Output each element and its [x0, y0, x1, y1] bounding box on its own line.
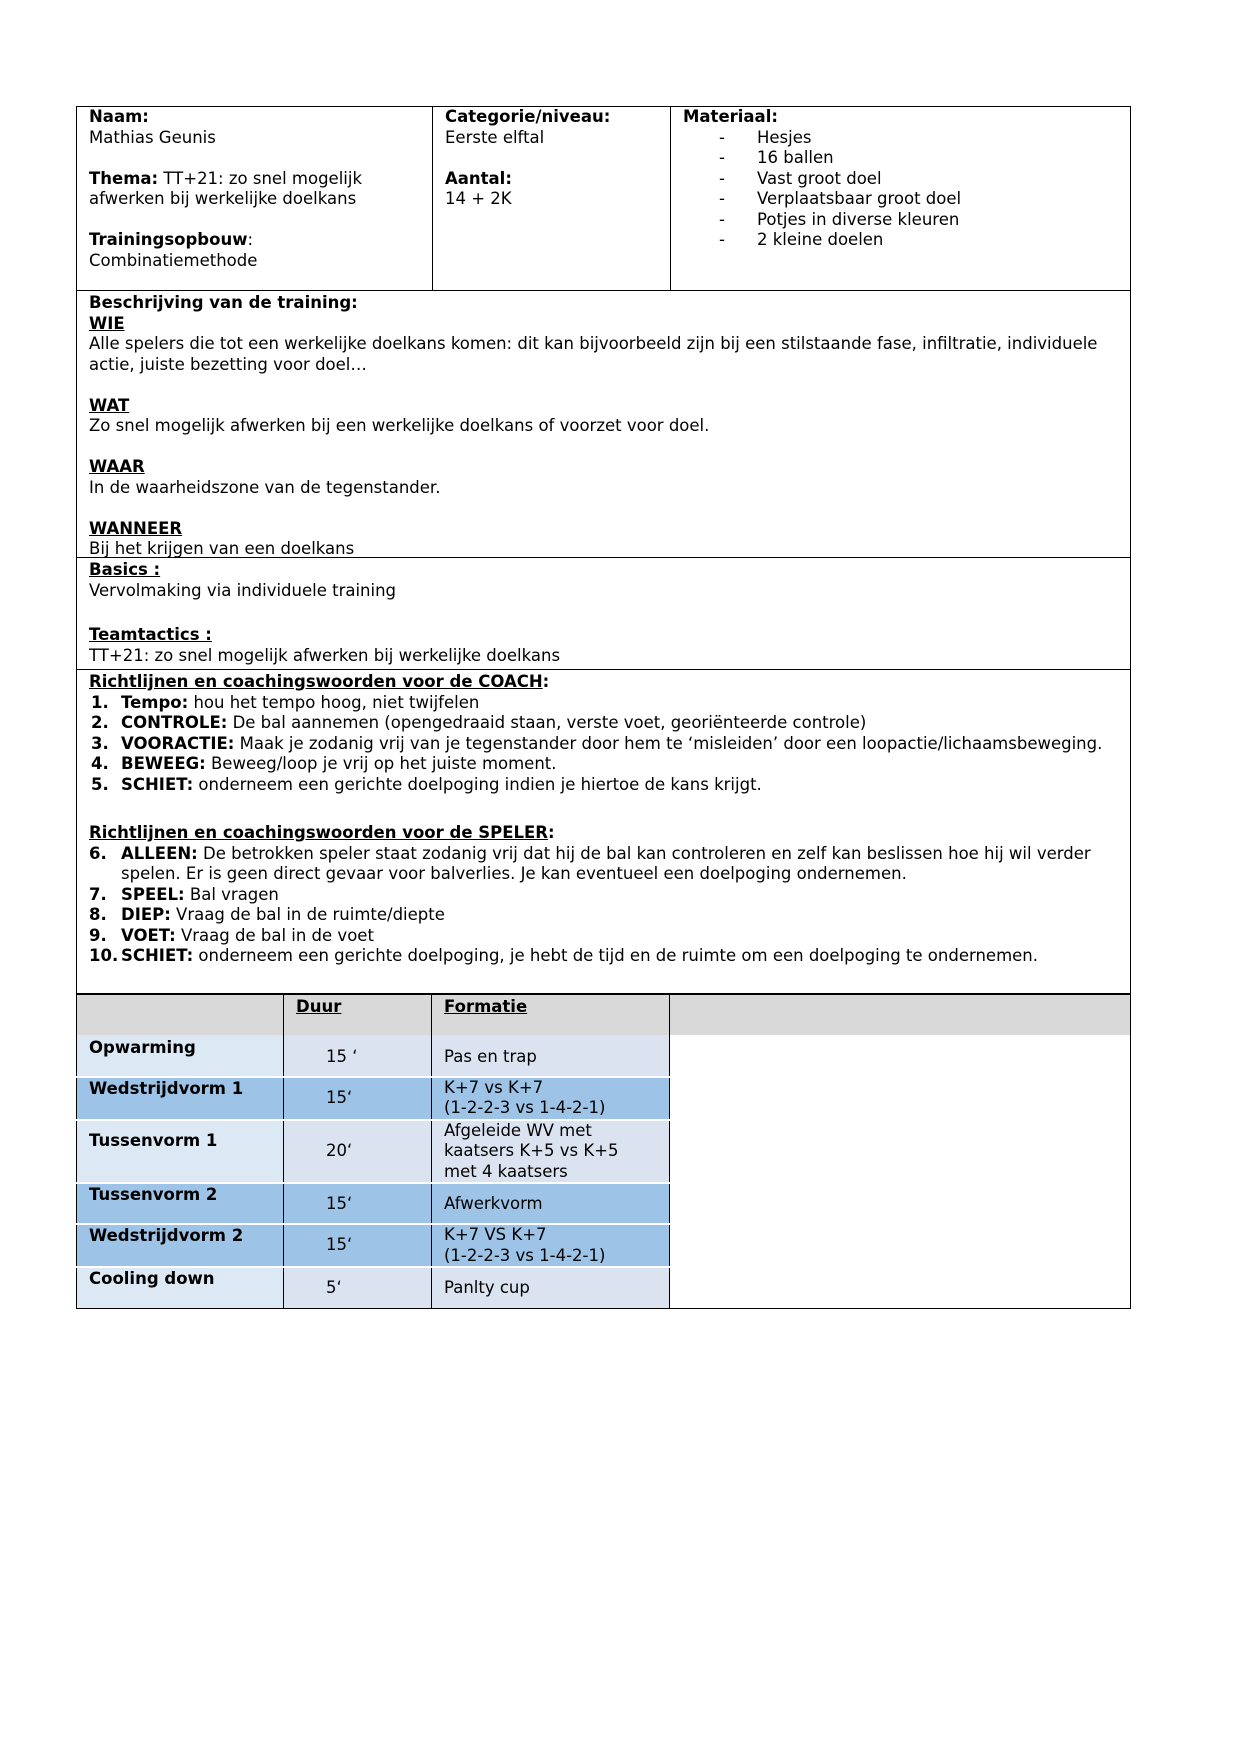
- info-column-name: [77, 107, 433, 290]
- row-formatie: Afwerkvorm: [432, 1183, 670, 1224]
- item-text: Vraag de bal in de voet: [175, 925, 374, 945]
- basics-section: [76, 558, 1131, 670]
- duur-header: Duur: [296, 997, 342, 1016]
- speler-title: [89, 823, 1118, 844]
- row-name: Wedstrijdvorm 1: [77, 1077, 284, 1120]
- wat-label: WAT: [89, 395, 130, 415]
- description-title: Beschrijving van de training:: [89, 293, 358, 312]
- list-item: - 2 kleine doelen: [719, 230, 1118, 251]
- header-cell-formatie: [432, 995, 670, 1035]
- waar-label: WAAR: [89, 457, 145, 476]
- opbouw: [89, 230, 420, 251]
- list-item: [89, 946, 1118, 967]
- row-formatie: K+7 VS K+7 (1-2-2-3 vs 1-4-2-1): [432, 1224, 670, 1267]
- list-item: [89, 713, 1118, 734]
- item-key: CONTROLE:: [121, 713, 228, 732]
- row-formatie: Pas en trap: [432, 1035, 670, 1077]
- item-text: onderneem een gerichte doelpoging indien je hiertoe de kans krijgt.: [193, 774, 762, 794]
- item-number: 6.: [89, 843, 107, 863]
- list-item: [89, 885, 1118, 906]
- basics-text: Vervolmaking via individuele training: [89, 580, 397, 600]
- item-number: 9.: [89, 925, 107, 945]
- item-number: 5.: [91, 774, 109, 794]
- schedule-table: [76, 994, 1131, 1309]
- list-item: - 16 ballen: [719, 148, 1118, 169]
- item-key: SCHIET:: [121, 774, 194, 794]
- aantal-value: 14 + 2K: [445, 189, 512, 208]
- header-cell-duur: [284, 995, 432, 1035]
- wanneer-label: WANNEER: [89, 518, 183, 538]
- speler-title-text: Richtlijnen en coachingswoorden voor de SPELER: [89, 823, 549, 842]
- item-text: Bal vragen: [184, 884, 279, 904]
- item-number: 7.: [89, 884, 107, 904]
- naam-label: Naam:: [89, 107, 149, 126]
- speler-title-colon: :: [548, 823, 555, 842]
- item-key: DIEP:: [121, 905, 171, 924]
- item-number: 3.: [91, 733, 109, 753]
- speler-list: [89, 844, 1118, 967]
- row-duur: 20‘: [284, 1120, 432, 1184]
- wat-text: Zo snel mogelijk afwerken bij een werkelijke doelkans of voorzet voor doel.: [89, 416, 710, 435]
- list-item: [89, 926, 1118, 947]
- wie-label: WIE: [89, 313, 125, 333]
- info-grid: [76, 106, 1131, 291]
- item-text: hou het tempo hoog, niet twijfelen: [188, 692, 480, 712]
- row-formatie: Panlty cup: [432, 1267, 670, 1308]
- coach-title-text: Richtlijnen en coachingswoorden voor de COACH: [89, 672, 543, 691]
- wie-text: Alle spelers die tot een werkelijke doelkans komen: dit kan bijvoorbeeld zijn bij een stilstaande fase, infiltratie, individuele actie, juiste bezetting voor doel…: [89, 334, 1098, 374]
- coaching-section: [76, 670, 1131, 994]
- thema-label: Thema:: [89, 168, 159, 188]
- item-number: 8.: [89, 905, 107, 924]
- header-cell-extra: [670, 995, 1131, 1035]
- list-item: [89, 693, 1118, 714]
- item-text: Maak je zodanig vrij van je tegenstander door hem te ‘misleiden’ door een loopactie/lichaamsbeweging.: [234, 733, 1103, 753]
- row-name: Cooling down: [77, 1267, 284, 1308]
- coach-title-colon: :: [542, 672, 550, 691]
- table-empty-area: [670, 1035, 1131, 1309]
- info-column-material: [671, 107, 1130, 290]
- teamtactics-text: TT+21: zo snel mogelijk afwerken bij werkelijke doelkans: [89, 645, 561, 665]
- list-item: - Vast groot doel: [719, 169, 1118, 190]
- opbouw-label: Trainingsopbouw: [89, 230, 248, 249]
- formatie-header: Formatie: [444, 997, 528, 1016]
- waar-text: In de waarheidszone van de tegenstander.: [89, 477, 441, 497]
- row-formatie: K+7 vs K+7 (1-2-2-3 vs 1-4-2-1): [432, 1077, 670, 1120]
- basics-label: Basics :: [89, 560, 161, 579]
- item-text: Vraag de bal in de ruimte/diepte: [170, 905, 445, 924]
- row-formatie: Afgeleide WV met kaatsers K+5 vs K+5 met 4 kaatsers: [432, 1120, 670, 1184]
- item-text: Beweeg/loop je vrij op het juiste moment.: [205, 754, 557, 773]
- table-row: [77, 1035, 1131, 1077]
- row-duur: 5‘: [284, 1267, 432, 1308]
- list-item: [89, 905, 1118, 926]
- list-item: - Potjes in diverse kleuren: [719, 210, 1118, 231]
- row-name: Tussenvorm 2: [77, 1183, 284, 1224]
- list-item: - Hesjes: [719, 128, 1118, 149]
- item-text: onderneem een gerichte doelpoging, je hebt de tijd en de ruimte om een doelpoging te ondernemen.: [193, 946, 1038, 965]
- teamtactics-label: Teamtactics :: [89, 625, 212, 644]
- categorie-value: Eerste elftal: [445, 127, 545, 147]
- row-name: Wedstrijdvorm 2: [77, 1224, 284, 1267]
- materiaal-label: Materiaal:: [683, 107, 778, 126]
- list-item: [89, 844, 1118, 885]
- list-item: [89, 734, 1118, 755]
- list-item: [89, 775, 1118, 796]
- item-key: VOET:: [121, 925, 176, 945]
- item-key: BEWEEG:: [121, 754, 206, 773]
- naam-value: Mathias Geunis: [89, 127, 216, 147]
- info-column-category: [433, 107, 671, 290]
- item-text: De bal aannemen (opengedraaid staan, verste voet, georiënteerde controle): [227, 713, 867, 732]
- item-number: 10.: [89, 946, 119, 965]
- item-number: 2.: [91, 713, 109, 732]
- header-cell-empty: [77, 995, 284, 1035]
- opbouw-colon: :: [247, 230, 253, 249]
- item-key: ALLEEN:: [121, 843, 198, 863]
- row-duur: 15‘: [284, 1224, 432, 1267]
- categorie-label: Categorie/niveau:: [445, 107, 611, 126]
- thema: [89, 169, 420, 210]
- row-duur: 15‘: [284, 1077, 432, 1120]
- item-number: 4.: [91, 754, 109, 773]
- aantal-label: Aantal:: [445, 168, 512, 188]
- materiaal-list: [683, 128, 1118, 251]
- item-number: 1.: [91, 692, 109, 712]
- item-key: VOORACTIE:: [121, 733, 235, 753]
- item-key: SPEEL:: [121, 884, 185, 904]
- row-duur: 15 ‘: [284, 1035, 432, 1077]
- row-name: Tussenvorm 1: [77, 1120, 284, 1184]
- item-key: Tempo:: [121, 692, 189, 712]
- list-item: [89, 754, 1118, 775]
- training-sheet: [76, 106, 1131, 1309]
- table-header-row: [77, 995, 1131, 1035]
- wanneer-text: Bij het krijgen van een doelkans: [89, 539, 355, 558]
- coach-list: [89, 693, 1118, 796]
- description-section: [76, 291, 1131, 558]
- list-item: - Verplaatsbaar groot doel: [719, 189, 1118, 210]
- opbouw-value: Combinatiemethode: [89, 250, 258, 270]
- row-duur: 15‘: [284, 1183, 432, 1224]
- item-key: SCHIET:: [121, 946, 194, 965]
- thema-value: TT+21: zo snel mogelijk afwerken bij werkelijke doelkans: [89, 168, 362, 208]
- item-text: De betrokken speler staat zodanig vrij dat hij de bal kan controleren en zelf kan beslissen hoe hij wil verder spelen. Er is geen direct gevaar voor balverlies. Je kan eventueel een doelpoging ondernemen.: [121, 843, 1091, 883]
- coach-title: [89, 672, 1118, 693]
- row-name: Opwarming: [77, 1035, 284, 1077]
